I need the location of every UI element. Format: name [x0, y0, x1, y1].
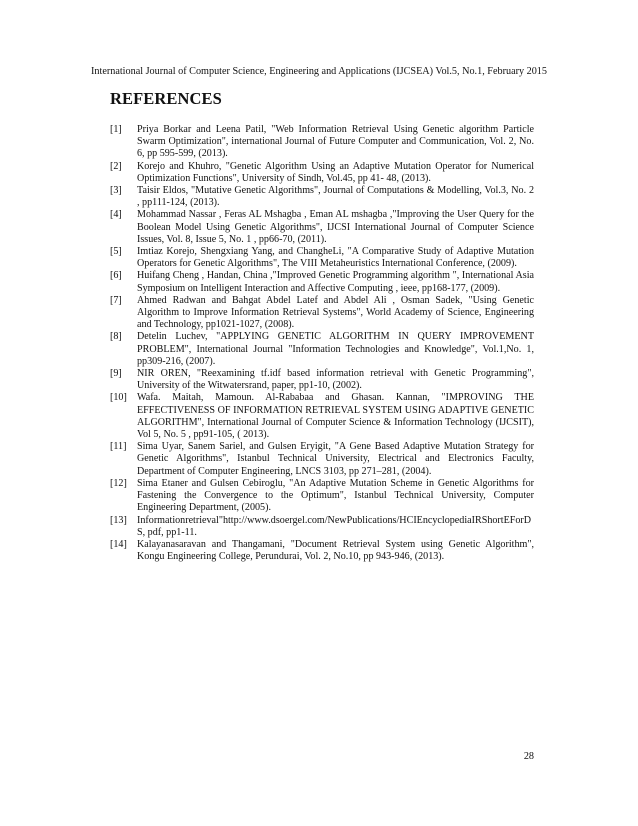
reference-item: [110, 539, 534, 563]
reference-number: [11]: [110, 441, 127, 453]
reference-text: Informationretrieval"http://www.dsoergel.com/NewPublications/HCIEncyclopediaIRShortEForDS, pdf, pp1-11.: [137, 514, 532, 538]
reference-text: NIR OREN, "Reexamining tf.idf based information retrieval with Genetic Programming", University of the Witwatersrand, paper, pp1-10, (2002).: [137, 368, 534, 392]
reference-item: [110, 270, 534, 294]
reference-text: Imtiaz Korejo, Shengxiang Yang, and ChangheLi, "A Comparative Study of Adaptive Mutation Operators for Genetic Algorithms", The VIII Metaheuristics International Conference, (2009).: [137, 246, 534, 270]
reference-number: [10]: [110, 392, 127, 404]
reference-text: Sima Uyar, Sanem Sariel, and Gulsen Eryigit, "A Gene Based Adaptive Mutation Strategy for Genetic Algorithms", Istanbul Technical University, Electrical and Electronics Faculty, Department of Computer Engineering, LNCS 3103, pp 271–281, (2004).: [137, 441, 534, 477]
reference-text: Detelin Luchev, "APPLYING GENETIC ALGORITHM IN QUERY IMPROVEMENT PROBLEM", International Journal "Information Technologies and Knowledge", Vol.1,No. 1, pp309-216, (2007).: [137, 331, 534, 367]
reference-item: [110, 441, 534, 478]
reference-item: [110, 246, 534, 270]
reference-item: [110, 478, 534, 515]
reference-list: [110, 124, 534, 563]
reference-number: [6]: [110, 270, 122, 282]
reference-text: Taisir Eldos, "Mutative Genetic Algorithms", Journal of Computations & Modelling, Vol.3, No. 2 , pp111-124, (2013).: [137, 185, 534, 209]
reference-text: Sima Etaner and Gulsen Cebiroglu, "An Adaptive Mutation Scheme in Genetic Algorithms for Fastening the Convergence to the Optimum", Istanbul Technical University, Computer Engineering Department, (2005).: [137, 477, 534, 514]
reference-number: [13]: [110, 514, 127, 526]
reference-text: Kalayanasaravan and Thangamani, "Document Retrieval System using Genetic Algorithm", Kongu Engineering College, Perundurai, Vol. 2, No.10, pp 943-946, (2013).: [137, 538, 534, 563]
page-number: 28: [523, 751, 534, 762]
reference-number: [2]: [110, 160, 122, 172]
reference-item: [110, 209, 534, 246]
reference-text: Priya Borkar and Leena Patil, "Web Information Retrieval Using Genetic algorithm Particle Swarm Optimization", international Journal of Future Computer and Communication, Vol. 2, No. 6, pp 595-599, (2013).: [137, 124, 534, 160]
reference-number: [12]: [110, 477, 127, 489]
reference-item: [110, 161, 534, 185]
reference-item: [110, 295, 534, 332]
reference-number: [9]: [110, 368, 122, 380]
reference-text: Korejo and Khuhro, "Genetic Algorithm Using an Adaptive Mutation Operator for Numerical Optimization Functions", University of Sindh, Vol.45, pp 41- 48, (2013).: [137, 160, 534, 184]
reference-number: [1]: [110, 124, 122, 135]
reference-item: [110, 124, 534, 161]
reference-number: [5]: [110, 246, 122, 258]
reference-number: [8]: [110, 331, 122, 343]
reference-item: [110, 515, 534, 539]
reference-number: [4]: [110, 209, 122, 221]
reference-number: [7]: [110, 294, 122, 306]
reference-text: Mohammad Nassar , Feras AL Mshagba , Eman AL mshagba ,"Improving the User Query for the Boolean Model Using Genetic Algorithms", IJCSI International Journal of Computer Science Issues, Vol. 8, Issue 5, No. 1 , pp66-70, (2011).: [137, 209, 534, 245]
reference-item: [110, 368, 534, 392]
reference-number: [14]: [110, 538, 127, 550]
references-heading: REFERENCES: [110, 89, 222, 108]
reference-item: [110, 331, 534, 368]
reference-text: Huifang Cheng , Handan, China ,"Improved Genetic Programming algorithm ", International Asia Symposium on Intelligent Interaction and Affective Computing , ieee, pp168-177, (2009).: [137, 270, 534, 294]
reference-item: [110, 392, 534, 441]
running-header: International Journal of Computer Science, Engineering and Applications (IJCSEA) Vol.5, No.1, February 2015: [91, 66, 547, 77]
reference-text: Ahmed Radwan and Bahgat Abdel Latef and Abdel Ali , Osman Sadek, "Using Genetic Algorithm to Improve Information Retrieval Systems", World Academy of Science, Engineering and Technology, pp1021-1027, (2008).: [137, 294, 534, 331]
reference-text: Wafa. Maitah, Mamoun. Al-Rababaa and Ghasan. Kannan, "IMPROVING THE EFFECTIVENESS OF INFORMATION RETRIEVAL SYSTEM USING ADAPTIVE GENETIC ALGORITHM", International Journal of Computer Science & Information Technology (IJCSIT), Vol 5, No. 5 , pp91-105, ( 2013).: [137, 392, 534, 441]
reference-item: [110, 185, 534, 209]
reference-number: [3]: [110, 185, 122, 197]
